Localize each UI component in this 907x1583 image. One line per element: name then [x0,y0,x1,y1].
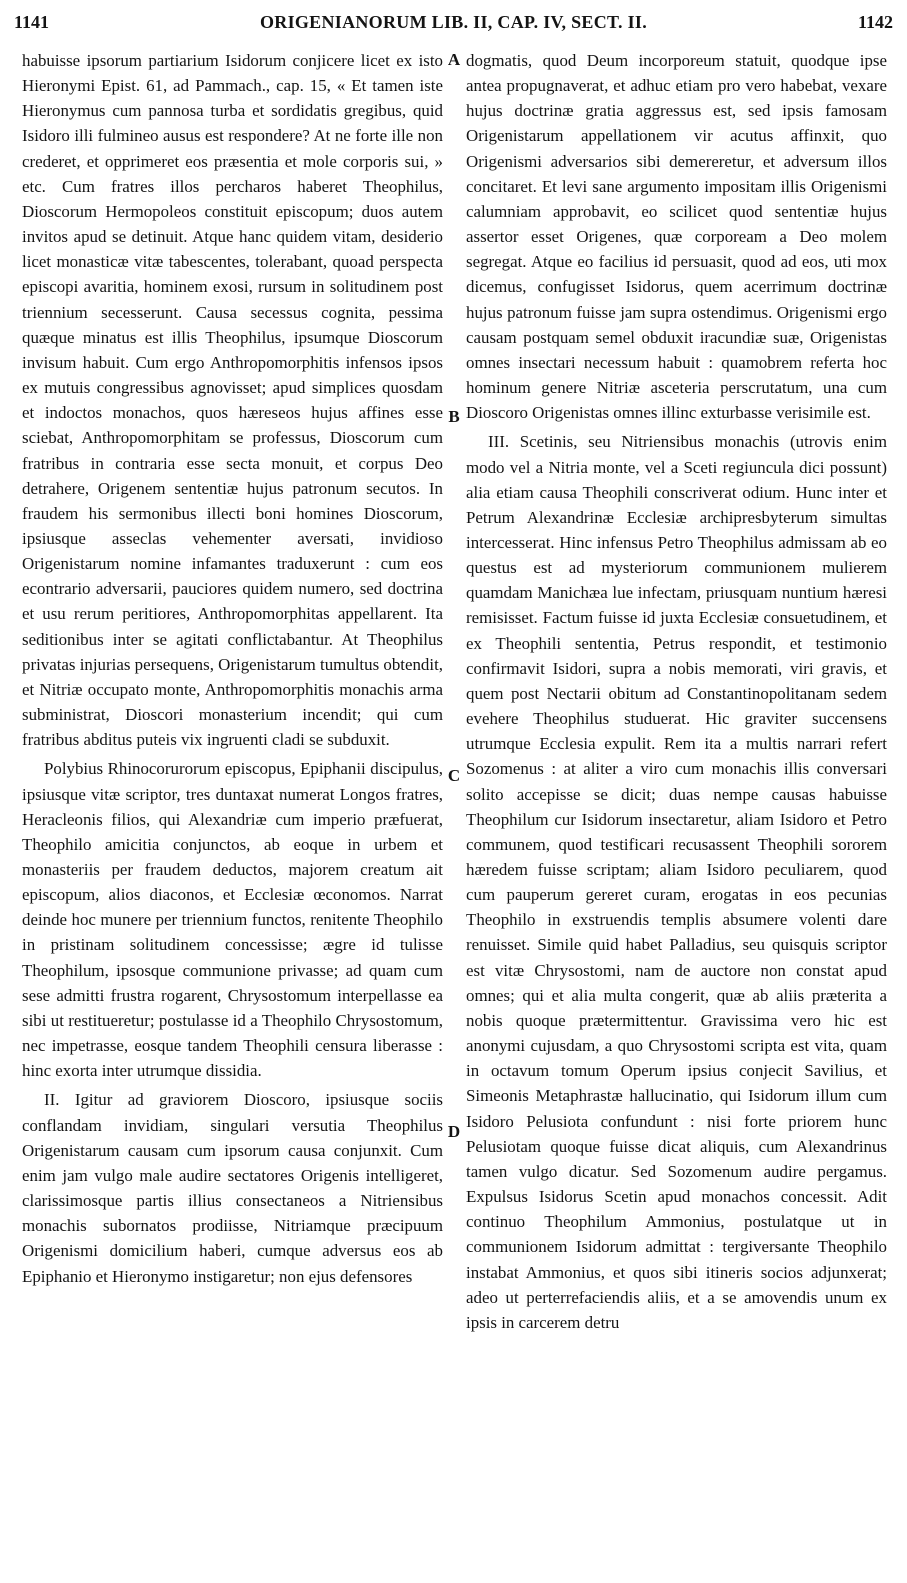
right-paragraph-2: III. Scetinis, seu Nitriensibus monachis (utrovis enim modo vel a Nitria monte, vel a Sceti regiuncula dici possunt) alia etiam causa Theophili conscriverat odium. Hunc inter et Petrum Alexandrinæ Ecclesiæ archipresbyterum simultas intercesserat. Hinc infensus Petro Theophilus admissam ab eo questus est ad mysteriorum communionem mulierem quamdam Manichæa lue infectam, priusquam nuntium hæresi remisisset. Factum fuisse id juxta Ecclesiæ consuetudinem, et ex Theophili sententia, Petrus respondit, et testimonio confirmavit Isidori, supra a nobis memorati, viri gravis, et quem post Nectarii obitum ad Constantinopolitanam sedem evehere Theophilus studuerat. Hic graviter succensens utrumque Ecclesia expulit. Rem ita a multis narrari refert Sozomenus : at aliter a viro cum monachis illis conversari solito accepisse se dicit; duas nempe causas habuisse Theophilum cur Isidorum insectaretur, aliam Isidoro et Petro communem, quod testificari recusassent Theophili sororem hæredem fuisse scriptam; aliam Isidoro peculiarem, quod cum pauperum gereret curam, erogatas in eos pecunias Theophilo in exstruendis templis absumere volenti dare renuisset. Simile quid habet Palladius, seu quisquis scriptor est vitæ Chrysostomi, nam de auctore non constat apud omnes; qui et alia multa congerit, quæ ab aliis præterita a nobis quoque prætermittentur. Gravissima vero hic est anonymi cujusdam, a quo Chrysostomi scripta est vita, quam in octavum tomum Operum ipsius conjecit Savilius, et Simeonis Metaphrastæ hallucinatio, qui Isidorum illum cum Isidoro Pelusiota confundunt : nisi forte priorem hunc Pelusiotam quoque fuisse dicat aliquis, cum Alexandrinus tamen vulgo dicatur. Sed Sozomenum audire pergamus. Expulsus Isidorus Scetin apud monachos concessit. Adit continuo Theophilum Ammonius, postulatque ut in communionem Isidorum admittat : tergiversante Theophilo instabat Ammonius, et quos sibi itineris socios adjunxerat; adeo ut perterrefaciendis aliis, et a se amovendis unum ex ipsis in carcerem detru [466,432,887,1332]
right-column [466,48,887,1563]
margin-letter-c: C [447,766,461,785]
left-paragraph-1: habuisse ipsorum partiarium Isidorum conjicere licet ex isto Hieronymi Epist. 61, ad Pammach., cap. 15, « Et tamen iste Hieronymus cum pannosa turba et sordidatis gregibus, quid Isidoro illi fulmineo ausus est respondere? At ne forte ille non crederet, et opprimeret eos præsentia et mole corporis sui, » etc. Cum fratres illos percharos haberet Theophilus, Dioscorum Hermopoleos constituit episcopum; duos autem invitos apud se detinuit. Atque hanc quidem vitam, desiderio licet monasticæ vitæ tabescentes, tolerabant, quoad perspecta episcopi avaritia, hominem exosi, rursum in solitudinem post triennium secesserunt. Causa secessus cognita, pessima quæque minatus est illis Theophilus, ipsumque Dioscorum invisum habuit. Cum ergo Anthropomorphitis infensos ipsos ex mutuis congressibus agnovisset; apud simplices quosdam et indoctos monachos, quos hæreseos hujus affines esse sciebat, Anthropomorphitam se professus, Dioscorum cum fratribus in contraria esse secta monuit, et corpus Deo detrahere, Origenem sententiæ hujus patronum secutos. In fraudem his sermonibus illecti boni homines Dioscorum, ipsiusque asseclas vehementer aversati, invidioso Origenistarum nomine infamantes traduxerunt : cum eos econtrario adversarii, pauciores quidem numero, sed doctrina et usu rerum peritiores, Anthropomorphitas appellarent. Ita seditionibus inter se agitati conflictabantur. At Theophilus privatas injurias persequens, Origenistarum tumultus obtendit, et Nitriæ occupato monte, Anthropomorphitis monachis arma subministrat, Dioscori monasterium incendit; qui cum fratribus abditus puteis vix ingruenti cladi se subduxit. [22,51,443,750]
page-number-left: 1141 [14,12,50,32]
left-paragraph-2: Polybius Rhinocorurorum episcopus, Epiphanii discipulus, ipsiusque vitæ scriptor, tres duntaxat numerat Longos fratres, Heracleonis filios, qui Alexandriæ cum imperio præfuerat, Theophilo amicitia conjunctos, ab eoque in urbem et monasteriis per fraudem deductos, majorem creatum ait episcopum, alios diaconos, et Ecclesiæ œconomos. Narrat deinde hoc munere per triennium functos, renitente Theophilo in pristinam solitudinem concessisse; ægre id tulisse Theophilum, ipsosque communione privasse; ad quam cum sese admitti frustra rogarent, Chrysostomum interpellasse ea sibi ut restitueretur; postulasse id a Theophilo Chrysostomum, nec impetrasse, eosque tandem Theophili censura liberasse : hinc exorta inter utrumque dissidia. [22,759,443,1081]
page-number-right: 1142 [857,12,893,32]
left-paragraph-3: II. Igitur ad graviorem Dioscoro, ipsiusque sociis conflandam invidiam, singulari versutia Theophilus Origenistarum causam cum ipsorum causa conjunxit. Cum enim jam vulgo male audire sectatores Origenis intelligeret, clarissimosque partis illius consectaneos a Nitriensibus monachis subornatos prodiisse, Nitriamque præcipuum Origenismi domicilium haberi, cumque adversus eos ab Epiphanio et Hieronymo instigaretur; non ejus defensores [22,1090,443,1286]
margin-letter-d: D [447,1122,461,1141]
right-paragraph-1: dogmatis, quod Deum incorporeum statuit, quodque ipse antea propugnaverat, et adhuc etiam pro vero habebat, vexare hujus doctrinæ gratia aggressus est, sed ipsis famosam Origenistarum appellationem vir acutus affinxit, quo Origenismi adversarios sibi demereretur, et adversum illos concitaret. Et levi sane argumento impositam illis Origenismi calumniam approbavit, eo scilicet quod sententiæ hujus assertor esset Origenes, quæ corpoream a Deo molem segregat. Atque eo facilius id persuasit, quod ad eos, uti mox dicemus, confugisset Isidorus, quem acerrimum doctrinæ hujus patronum fuisse jam supra ostendimus. Origenismi ergo causam postquam semel obduxit iracundiæ suæ, Origenistas omnes insectari necessum habuit : quamobrem referta hoc hominum genere Nitriæ asceteria perscrutatum, una cum Dioscoro Origenistas omnes illinc exturbasse verisimile est. [466,51,887,423]
margin-letter-a: A [447,50,461,69]
running-title: ORIGENIANORUM LIB. II, CAP. IV, SECT. II. [259,12,648,32]
page-header [0,6,907,40]
margin-letter-b: B [448,407,460,426]
left-column [22,48,443,1563]
